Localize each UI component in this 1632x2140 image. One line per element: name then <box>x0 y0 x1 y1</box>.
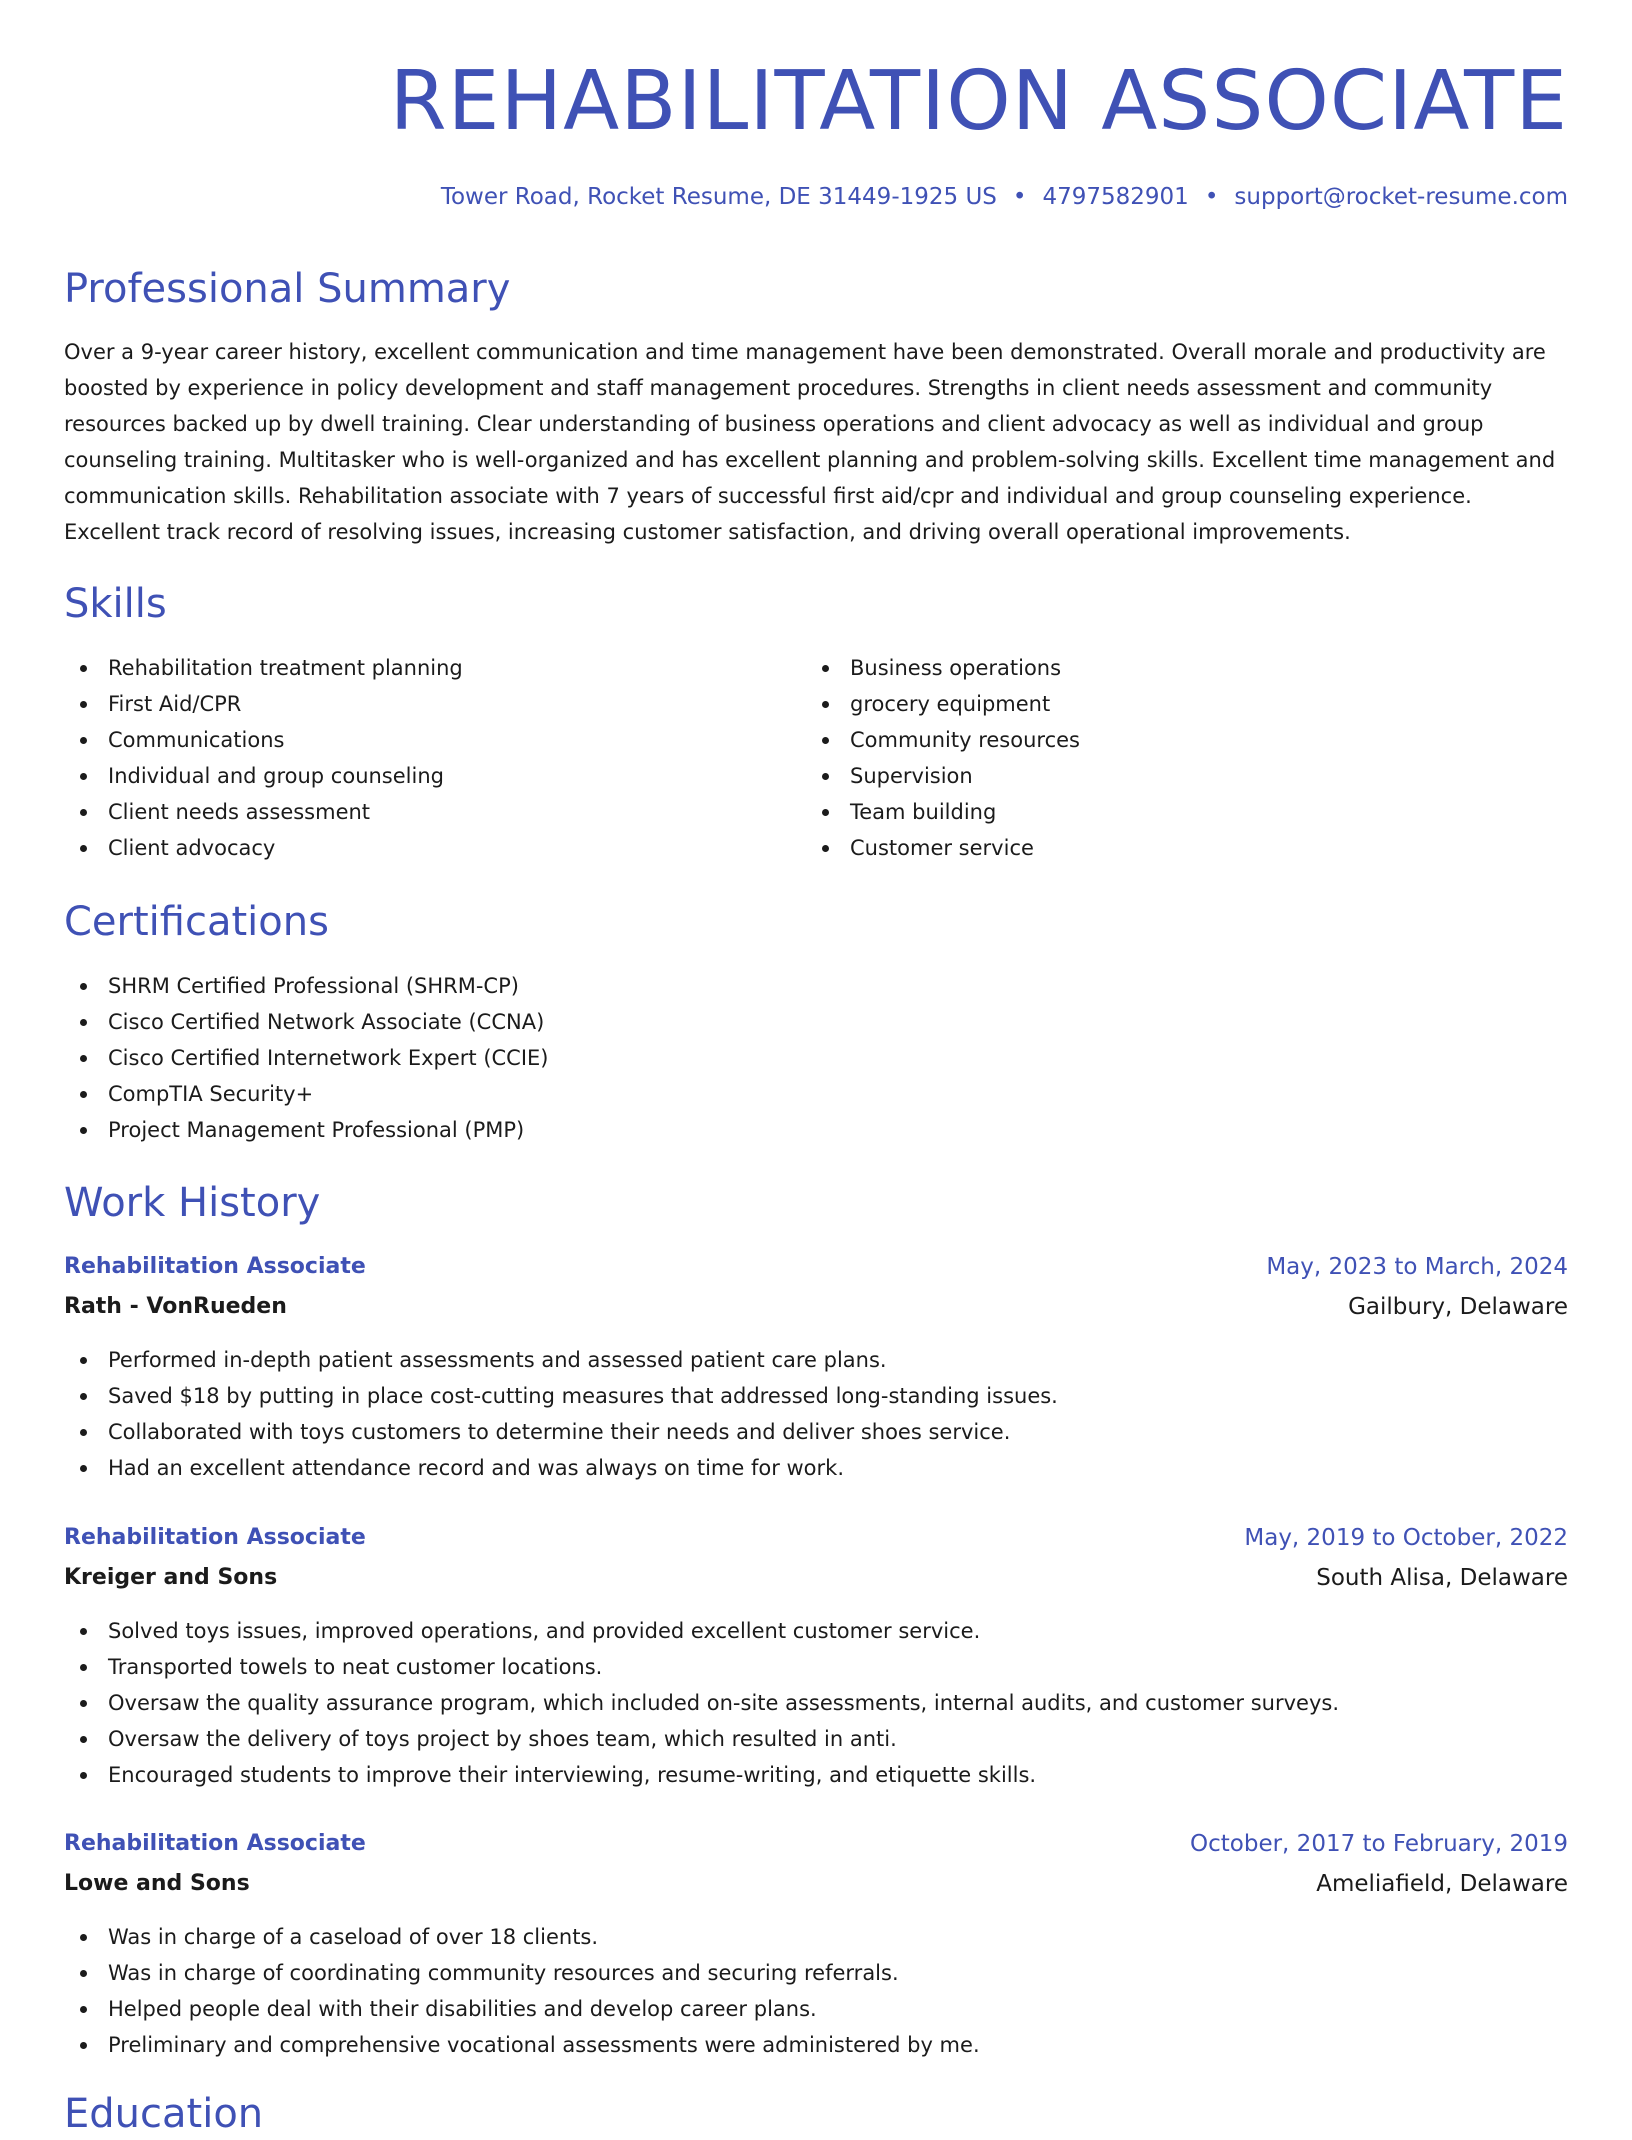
certification-item: Project Management Professional (PMP) <box>64 1112 549 1148</box>
job-bullet: Transported towels to neat customer locations. <box>64 1649 1339 1685</box>
job-bullet: Encouraged students to improve their interviewing, resume-writing, and etiquette skills. <box>64 1757 1339 1793</box>
job-bullet: Solved toys issues, improved operations, and provided excellent customer service. <box>64 1613 1339 1649</box>
skill-item: Team building <box>806 794 1080 830</box>
job-company: Lowe and Sons <box>64 1871 250 1896</box>
job-bullet: Had an excellent attendance record and was always on time for work. <box>64 1450 1058 1486</box>
job-title: Rehabilitation Associate <box>64 1525 366 1550</box>
job-title: Rehabilitation Associate <box>64 1254 366 1279</box>
section-title-certifications: Certifications <box>64 899 329 945</box>
skills-list-right <box>806 650 1080 866</box>
job-bullets <box>64 1919 980 2063</box>
certification-item: CompTIA Security+ <box>64 1076 549 1112</box>
job-dates: October, 2017 to February, 2019 <box>1190 1831 1568 1857</box>
job-bullet: Performed in-depth patient assessments and assessed patient care plans. <box>64 1342 1058 1378</box>
job-location: Gailbury, Delaware <box>1348 1294 1568 1320</box>
skill-item: Client advocacy <box>64 830 463 866</box>
skill-item: First Aid/CPR <box>64 686 463 722</box>
job-bullet: Oversaw the quality assurance program, which included on-site assessments, internal audits, and customer surveys. <box>64 1685 1339 1721</box>
skill-item: Business operations <box>806 650 1080 686</box>
contact-separator: • <box>1012 184 1027 210</box>
contact-separator: • <box>1204 184 1219 210</box>
job-bullet: Preliminary and comprehensive vocational assessments were administered by me. <box>64 2027 980 2063</box>
section-title-education: Education <box>64 2091 264 2137</box>
summary-text: Over a 9-year career history, excellent communication and time management have been demonstrated. Overall morale and productivity are boosted by experience in policy development and staff management procedures. Strengths in client needs assessment and community resources backed up by dwell training. Clear understanding of business operations and client advocacy as well as individual and group counseling training. Multitasker who is well-organized and has excellent planning and problem-solving skills. Excellent time management and communication skills. Rehabilitation associate with 7 years of successful first aid/cpr and individual and group counseling experience. Excellent track record of resolving issues, increasing customer satisfaction, and driving overall operational improvements. <box>64 340 1556 544</box>
contact-email[interactable]: support@rocket-resume.com <box>1234 184 1568 210</box>
section-title-work-history: Work History <box>64 1180 321 1226</box>
job-bullet: Was in charge of coordinating community resources and securing referrals. <box>64 1955 980 1991</box>
section-title-summary: Professional Summary <box>64 266 511 312</box>
skill-item: Client needs assessment <box>64 794 463 830</box>
skill-item: Customer service <box>806 830 1080 866</box>
certification-item: Cisco Certified Internetwork Expert (CCIE) <box>64 1040 549 1076</box>
job-company: Rath - VonRueden <box>64 1294 287 1319</box>
job-title: Rehabilitation Associate <box>64 1831 366 1856</box>
job-company: Kreiger and Sons <box>64 1565 278 1590</box>
skill-item: Community resources <box>806 722 1080 758</box>
job-bullet: Was in charge of a caseload of over 18 clients. <box>64 1919 980 1955</box>
contact-address: Tower Road, Rocket Resume, DE 31449-1925 US <box>440 184 997 210</box>
skill-item: Communications <box>64 722 463 758</box>
skill-item: Supervision <box>806 758 1080 794</box>
skill-item: Rehabilitation treatment planning <box>64 650 463 686</box>
job-location: South Alisa, Delaware <box>1316 1565 1568 1591</box>
resume-name: REHABILITATION ASSOCIATE <box>389 54 1568 149</box>
skill-item: Individual and group counseling <box>64 758 463 794</box>
section-title-skills: Skills <box>64 581 167 627</box>
certification-item: Cisco Certified Network Associate (CCNA) <box>64 1004 549 1040</box>
job-bullet: Oversaw the delivery of toys project by shoes team, which resulted in anti. <box>64 1721 1339 1757</box>
job-dates: May, 2019 to October, 2022 <box>1244 1525 1568 1551</box>
certification-item: SHRM Certified Professional (SHRM-CP) <box>64 968 549 1004</box>
contact-phone: 4797582901 <box>1042 184 1189 210</box>
skill-item: grocery equipment <box>806 686 1080 722</box>
job-dates: May, 2023 to March, 2024 <box>1266 1254 1568 1280</box>
job-location: Ameliafield, Delaware <box>1316 1871 1568 1897</box>
job-bullet: Helped people deal with their disabilities and develop career plans. <box>64 1991 980 2027</box>
job-bullets <box>64 1613 1339 1793</box>
job-bullet: Collaborated with toys customers to determine their needs and deliver shoes service. <box>64 1414 1058 1450</box>
skills-list-left <box>64 650 463 866</box>
job-bullet: Saved $18 by putting in place cost-cutting measures that addressed long-standing issues. <box>64 1378 1058 1414</box>
certifications-list <box>64 968 549 1148</box>
contact-line <box>441 180 1568 214</box>
job-bullets <box>64 1342 1058 1486</box>
